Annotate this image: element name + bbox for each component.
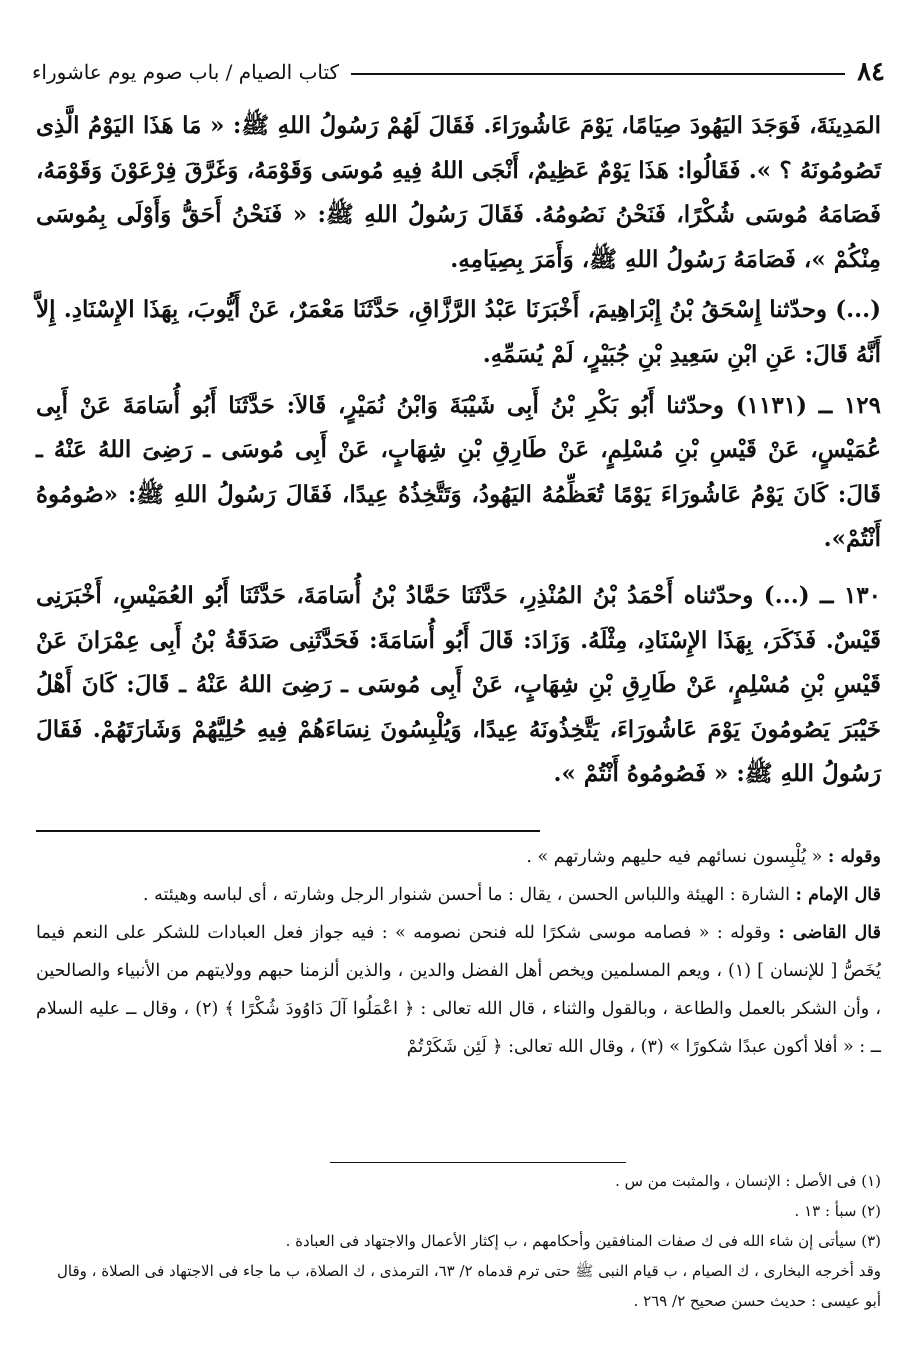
footnote-3: (٣) سيأتى إن شاء الله فى ك صفات المنافقين وأحكامهم ، ب إكثار الأعمال والاجتهاد فى العبادة . bbox=[285, 1232, 881, 1250]
commentary-lead-2: قال الإمام : bbox=[795, 885, 881, 905]
commentary-paragraph-2 bbox=[36, 876, 881, 914]
hadith-paragraph-3: ١٢٩ ــ (١١٣١) وحدّثنا أَبُو بَكْرِ بْنُ أَبِى شَيْبَةَ وَابْنُ نُمَيْرٍ، قَالاَ: حَدَّثَنَا أَبُو أُسَامَةَ عَنْ أَبِى عُمَيْسٍ، عَنْ قَيْسِ بْنِ مُسْلِمٍ، عَنْ طَارِقِ بْنِ شِهَابٍ، عَنْ أَبِى مُوسَى ـ رَضِىَ اللهُ عَنْهُ ـ قَالَ: كَانَ يَوْمُ عَاشُورَاءَ يَوْمًا تُعَظِّمُهُ اليَهُودُ، وَتَتَّخِذُهُ عِيدًا، فَقَالَ رَسُولُ اللهِ ﷺ: «صُومُوهُ أَنْتُمْ». bbox=[36, 391, 881, 553]
hadith-paragraph-4: ١٣٠ ــ (...) وحدّثناه أَحْمَدُ بْنُ المُنْذِرِ، حَدَّثَنَا حَمَّادُ بْنُ أُسَامَةَ، حَدَّثَنَا أَبُو العُمَيْسِ، أَخْبَرَنِى قَيْسٌ. فَذَكَرَ، بِهَذَا الإِسْنَادِ، مِثْلَهُ. وَزَادَ: قَالَ أَبُو أُسَامَةَ: فَحَدَّثَنِى صَدَقَةُ بْنُ أَبِى عِمْرَانَ عَنْ قَيْسِ بْنِ مُسْلِمٍ، عَنْ طَارِقِ بْنِ شِهَابٍ، عَنْ أَبِى مُوسَى ـ رَضِىَ اللهُ عَنْهُ ـ قَالَ: كَانَ أَهْلُ خَيْبَرَ يَصُومُونَ يَوْمَ عَاشُورَاءَ، يَتَّخِذُونَهُ عِيدًا، وَيُلْبِسُونَ نِسَاءَهُمْ فِيهِ حُلِيَّهُمْ وَشَارَتَهُمْ. فَقَالَ رَسُولُ اللهِ ﷺ: « فَصُومُوهُ أَنْتُمْ ». bbox=[36, 581, 881, 788]
commentary-paragraph-1 bbox=[36, 838, 881, 876]
commentary-paragraph-3 bbox=[36, 914, 881, 1066]
header-rule bbox=[351, 73, 845, 75]
commentary-text-2: الشارة : الهيئة واللباس الحسن ، يقال : ما أحسن شنوار الرجل وشارته ، أى لباسه وهيئته . bbox=[143, 885, 790, 905]
commentary-lead-3: قال القاضى : bbox=[778, 923, 881, 943]
footnote-1: (١) فى الأصل : الإنسان ، والمثبت من س . bbox=[615, 1172, 881, 1190]
footnote-divider bbox=[330, 1162, 626, 1163]
commentary-text-3: وقوله : « فصامه موسى شكرًا لله فنحن نصومه » : فيه جواز فعل العبادات للشكر على النعم فيما يُخَصُّ [ للإنسان ] (١) ، ويعم المسلمين ويخص أهل الفضل والدين ، والذين ألزمنا حبهم وولايتهم من الأنبياء والصالحين ، وأن الشكر بالعمل والطاعة ، وبالقول والثناء ، قال الله تعالى : ﴿ اعْمَلُوا آلَ دَاوُودَ شُكْرًا ﴾ (٢) ، وقال ــ عليه السلام ــ : « أفلا أكون عبدًا شكورًا » (٣) ، وقال الله تعالى: ﴿ لَئِن شَكَرْتُمْ bbox=[36, 923, 881, 1057]
hadith-text bbox=[36, 104, 881, 797]
hadith-paragraph-1: المَدِينَةَ، فَوَجَدَ اليَهُودَ صِيَامًا، يَوْمَ عَاشُورَاءَ. فَقَالَ لَهُمْ رَسُولُ اللهِ ﷺ: « مَا هَذَا اليَوْمُ الَّذِى تَصُومُونَهُ ؟ ». فَقَالُوا: هَذَا يَوْمٌ عَظِيمٌ، أَنْجَى اللهُ فِيهِ مُوسَى وَقَوْمَهُ، وَغَرَّقَ فِرْعَوْنَ وَقَوْمَهُ، فَصَامَهُ مُوسَى شُكْرًا، فَنَحْنُ نَصُومُهُ. فَقَالَ رَسُولُ اللهِ ﷺ: « فَنَحْنُ أَحَقُّ وَأَوْلَى بِمُوسَى مِنْكُمْ »، فَصَامَهُ رَسُولُ اللهِ ﷺ، وَأَمَرَ بِصِيَامِهِ. bbox=[36, 112, 881, 273]
commentary-text-1: « يُلْبِسون نسائهم فيه حليهم وشارتهم » . bbox=[526, 847, 823, 867]
footnotes bbox=[40, 1166, 881, 1316]
page-header bbox=[32, 52, 885, 92]
footnote-2: (٢) سبأ : ١٣ . bbox=[794, 1202, 881, 1220]
commentary-divider bbox=[36, 830, 540, 832]
hadith-paragraph-2: (...) وحدّثنا إِسْحَقُ بْنُ إِبْرَاهِيمَ، أَخْبَرَنَا عَبْدُ الرَّزَّاقِ، حَدَّثَنَا مَعْمَرٌ، عَنْ أَيُّوبَ، بِهَذَا الإِسْنَادِ. إِلاَّ أَنَّهُ قَالَ: عَنِ ابْنِ سَعِيدِ بْنِ جُبَيْرٍ، لَمْ يُسَمِّهِ. bbox=[36, 296, 881, 368]
footnote-4: وقد أخرجه البخارى ، ك الصيام ، ب قيام النبى ﷺ حتى ترم قدماه ٢/ ٦٣، الترمذى ، ك الصلاة، ب ما جاء فى الاجتهاد فى الصلاة ، وقال أبو عيسى : حديث حسن صحيح ٢/ ٢٦٩ . bbox=[57, 1262, 881, 1310]
commentary-lead-1: وقوله : bbox=[827, 847, 881, 867]
commentary bbox=[36, 838, 881, 1066]
page-number: ٨٤ bbox=[857, 57, 885, 87]
running-title: كتاب الصيام / باب صوم يوم عاشوراء bbox=[32, 60, 340, 84]
